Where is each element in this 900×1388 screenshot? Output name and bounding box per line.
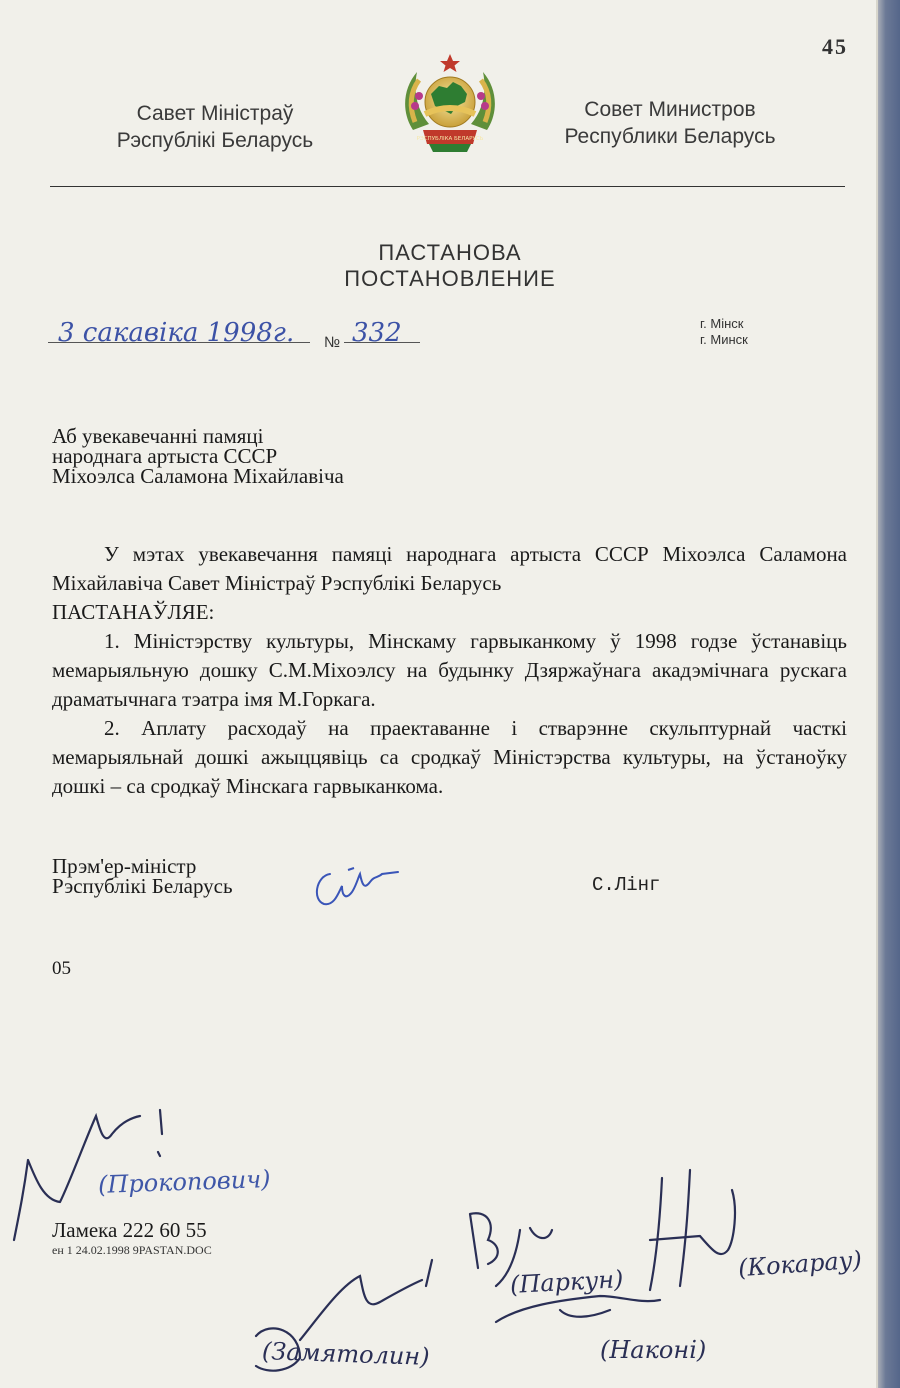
signer-title-line2: Рэспублікі Беларусь — [52, 874, 233, 898]
visa-note-5: (Наконі) — [600, 1336, 707, 1364]
header-left-line1: Савет Міністраў — [136, 102, 294, 125]
city-belarusian: г. Мінск — [700, 316, 744, 331]
signer-name: С.Лінг — [592, 874, 661, 896]
number-underline — [344, 342, 420, 343]
header-right-line2: Республики Беларусь — [564, 125, 776, 148]
city-russian: г. Минск — [700, 332, 748, 347]
signer-position — [52, 856, 233, 896]
visa-note-4: (Замятолин) — [261, 1337, 430, 1371]
file-reference: ен 1 24.02.1998 9PASTAN.DOC — [52, 1243, 212, 1257]
executor-contact: Ламека 222 60 55 — [52, 1218, 207, 1242]
archive-page-number: 45 — [822, 34, 848, 59]
subject-line1: Аб увекавечанні памяці — [52, 424, 264, 448]
city — [700, 316, 748, 348]
header-russian — [540, 96, 800, 150]
state-emblem-icon — [395, 52, 505, 160]
copies-count: 05 — [52, 958, 71, 979]
document-body — [52, 540, 847, 801]
signature-icon — [308, 860, 408, 916]
header-belarusian — [95, 100, 335, 154]
header-left-line2: Рэспублікі Беларусь — [116, 129, 314, 152]
title-belarusian: ПАСТАНОВА — [378, 240, 522, 265]
body-preamble: У мэтах увекавечання памяці народнага артыста СССР Міхоэлса Саламона Міхайлавіча Савет Міністраў Рэспублікі Беларусь — [52, 542, 847, 595]
scan-edge — [878, 0, 900, 1388]
visa-note-3: (Кокарау) — [737, 1245, 863, 1283]
visa-note-2: (Паркун) — [509, 1265, 625, 1299]
subject-line2: народнага артыста СССР — [52, 444, 278, 468]
header-divider — [50, 186, 845, 187]
number-label: № — [324, 334, 341, 351]
document-subject — [52, 426, 344, 486]
emblem-ribbon-text: РЭСПУБЛІКА БЕЛАРУСЬ — [416, 136, 484, 142]
signer-title-line1: Прэм'ер-міністр — [52, 854, 197, 878]
body-item-1: 1. Міністэрству культуры, Мінскаму гарвыканкому ў 1998 годзе ўстанавіць мемарыяльную дошку С.М.Міхоэлсу на будынку Дзяржаўнага акадэмічнага рускага драматычнага тэатра імя М.Горкага. — [52, 629, 847, 711]
handwritten-number: 332 — [352, 318, 402, 348]
subject-line3: Міхоэлса Саламона Міхайлавіча — [52, 464, 344, 488]
handwritten-date: 3 сакавіка 1998г. — [58, 318, 295, 348]
header-right-line1: Совет Министров — [584, 98, 756, 121]
body-resolves: ПАСТАНАЎЛЯЕ: — [52, 600, 215, 624]
visa-note-1: (Прокопович) — [97, 1164, 271, 1200]
body-item-2: 2. Аплату расходаў на праектаванне і стварэнне скульптурнай часткі мемарыяльнай дошкі ажыццявіць са сродкаў Міністэрства культуры, на ўстаноўку дошкі – са сродкаў Мінскага гарвыканкома. — [52, 716, 847, 798]
document-title — [300, 240, 600, 292]
title-russian: ПОСТАНОВЛЕНИЕ — [344, 266, 556, 291]
date-underline — [48, 342, 310, 343]
